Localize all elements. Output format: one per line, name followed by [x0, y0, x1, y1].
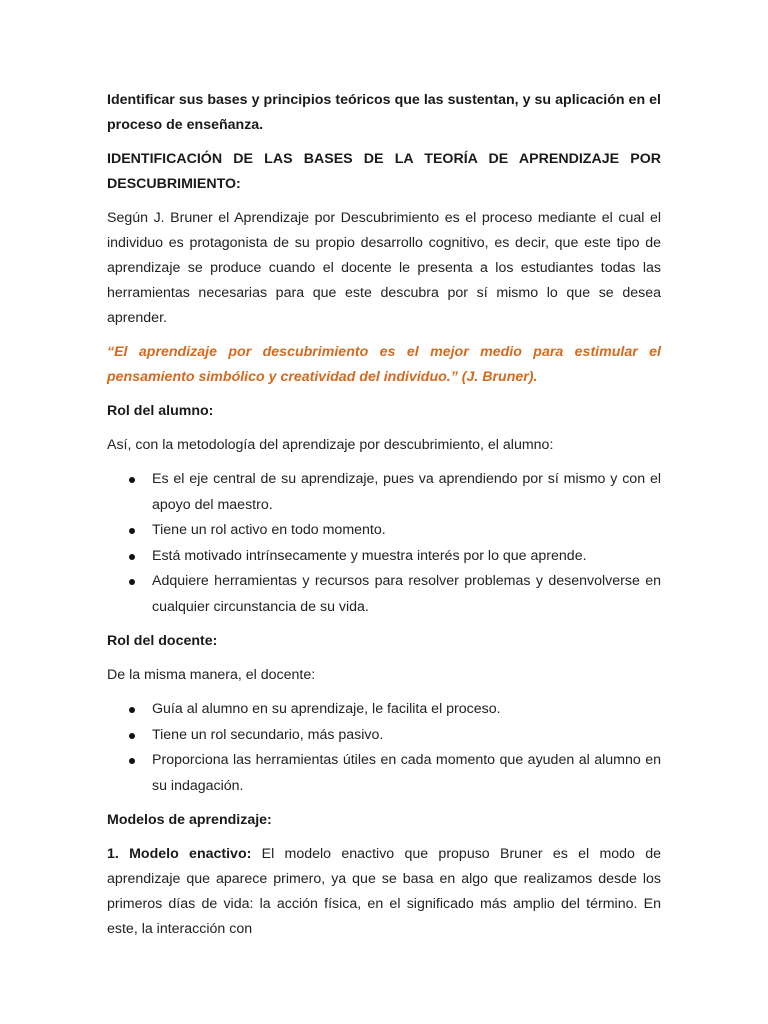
bruner-quote: “El aprendizaje por descubrimiento es el mejor medio para estimular el pensamiento simbólico y creatividad del individuo.” (J. Bruner).: [107, 344, 661, 385]
student-role-heading: Rol del alumno:: [107, 403, 214, 419]
teacher-role-heading: Rol del docente:: [107, 633, 218, 649]
list-item: [107, 544, 661, 570]
bullet-icon: [129, 758, 135, 764]
list-item-text: Está motivado intrínsecamente y muestra interés por lo que aprende.: [152, 547, 587, 564]
list-item-text: Proporciona las herramientas útiles en cada momento que ayuden al alumno en su indagación.: [152, 752, 661, 794]
student-role-list: [107, 467, 661, 620]
bullet-icon: [129, 554, 135, 560]
list-item: [107, 697, 661, 723]
enactive-model-text: El modelo enactivo que propuso Bruner es el modo de aprendizaje que aparece primero, ya que se basa en algo que realizamos desde los primeros días de vida: la acción física, en el significado más amplio del término. En este, la interacción con: [107, 846, 661, 937]
bullet-icon: [129, 733, 135, 739]
bullet-icon: [129, 528, 135, 534]
enactive-model-paragraph: [107, 842, 661, 942]
bullet-icon: [129, 477, 135, 483]
bruner-paragraph: Según J. Bruner el Aprendizaje por Descubrimiento es el proceso mediante el cual el individuo es protagonista de su propio desarrollo cognitivo, es decir, que este tipo de aprendizaje se produce cuando el docente le presenta a los estudiantes todas las herramientas necesarias para que este descubra por sí mismo lo que se desea aprender.: [107, 210, 661, 326]
list-item: [107, 467, 661, 518]
list-item-text: Tiene un rol activo en todo momento.: [152, 522, 386, 538]
intro-heading: Identificar sus bases y principios teóricos que las sustentan, y su aplicación en el proceso de enseñanza.: [107, 92, 661, 133]
list-item: [107, 518, 661, 544]
models-heading: Modelos de aprendizaje:: [107, 812, 272, 828]
teacher-role-intro: De la misma manera, el docente:: [107, 667, 316, 683]
list-item-text: Es el eje central de su aprendizaje, pues va aprendiendo por sí mismo y con el apoyo del maestro.: [152, 471, 661, 513]
list-item: [107, 723, 661, 749]
bullet-icon: [129, 707, 135, 713]
enactive-model-label: 1. Modelo enactivo:: [107, 846, 252, 862]
list-item-text: Adquiere herramientas y recursos para resolver problemas y desenvolverse en cualquier circunstancia de su vida.: [152, 573, 661, 615]
student-role-intro: Así, con la metodología del aprendizaje por descubrimiento, el alumno:: [107, 437, 554, 453]
list-item-text: Guía al alumno en su aprendizaje, le facilita el proceso.: [152, 701, 501, 717]
list-item-text: Tiene un rol secundario, más pasivo.: [152, 726, 384, 743]
bullet-icon: [129, 579, 135, 585]
section-title: IDENTIFICACIÓN DE LAS BASES DE LA TEORÍA DE APRENDIZAJE POR DESCUBRIMIENTO:: [107, 151, 661, 192]
list-item: [107, 748, 661, 799]
teacher-role-list: [107, 697, 661, 799]
list-item: [107, 569, 661, 620]
